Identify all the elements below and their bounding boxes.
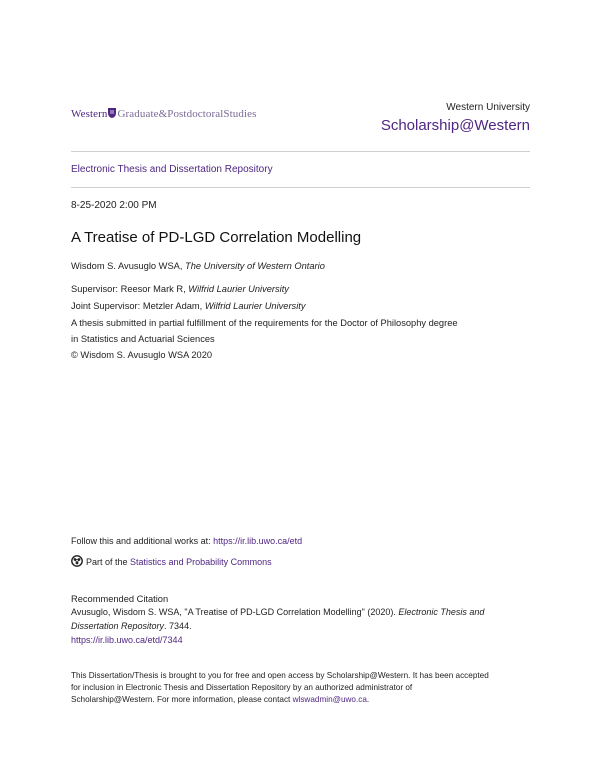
citation-number: . 7344.	[164, 621, 192, 631]
thesis-title: A Treatise of PD-LGD Correlation Modelling	[71, 229, 362, 246]
repository-link[interactable]: Electronic Thesis and Dissertation Repository	[71, 164, 273, 175]
citation-url-line	[71, 635, 183, 645]
shield-icon	[108, 108, 116, 121]
contact-email-link[interactable]: wlswadmin@uwo.ca	[292, 695, 367, 704]
commons-network-icon	[71, 555, 83, 569]
access-footer	[71, 670, 541, 706]
citation-text: Avusuglo, Wisdom S. WSA, "A Treatise of PD-LGD Correlation Modelling" (2020).	[71, 607, 396, 617]
follow-line	[71, 536, 302, 546]
citation-line-2	[71, 621, 192, 631]
citation-journal-cont: Dissertation Repository	[71, 621, 165, 631]
part-of-label: Part of the	[86, 557, 128, 567]
joint-supervisor-line	[71, 301, 306, 311]
thesis-statement-line-2: in Statistics and Actuarial Sciences	[71, 334, 215, 344]
logo-graduate-text: Graduate&PostdoctoralStudies	[117, 108, 257, 120]
follow-label: Follow this and additional works at:	[71, 536, 211, 546]
joint-supervisor-name: Joint Supervisor: Metzler Adam,	[71, 301, 203, 311]
footer-contact-text: Scholarship@Western. For more information, please contact	[71, 695, 291, 704]
footer-line-1: This Dissertation/Thesis is brought to you for free and open access by Scholarship@Western. It has been accepted	[71, 671, 489, 680]
statistics-commons-link[interactable]: Statistics and Probability Commons	[130, 557, 272, 567]
author-affiliation: The University of Western Ontario	[185, 261, 325, 271]
header-divider	[71, 151, 530, 152]
footer-period: .	[366, 695, 370, 704]
joint-supervisor-affiliation: Wilfrid Laurier University	[204, 301, 306, 311]
scholarship-western-link[interactable]: Scholarship@Western	[380, 117, 530, 134]
western-university-label: Western University	[446, 102, 530, 113]
footer-line-2: for inclusion in Electronic Thesis and Dissertation Repository by an authorized administrator of	[71, 683, 413, 692]
copyright-line: © Wisdom S. Avusuglo WSA 2020	[71, 350, 213, 360]
scholarship-brand	[381, 102, 530, 134]
citation-journal: Electronic Thesis and	[398, 607, 485, 617]
logo-western-text: Western	[71, 108, 108, 120]
citation-heading: Recommended Citation	[71, 594, 169, 604]
supervisor-line	[71, 284, 289, 294]
author-name: Wisdom S. Avusuglo WSA	[71, 261, 180, 271]
author-line: Wisdom S. Avusuglo WSA, The University of Western Ontario	[71, 261, 325, 271]
graduate-studies-logo[interactable]	[71, 108, 257, 121]
publication-date: 8-25-2020 2:00 PM	[71, 200, 157, 211]
part-of-line	[71, 555, 272, 569]
repository-divider	[71, 187, 530, 188]
supervisor-affiliation: Wilfrid Laurier University	[188, 284, 289, 294]
footer-line-3	[71, 694, 541, 706]
citation-line-1	[71, 607, 484, 617]
thesis-statement-line-1: A thesis submitted in partial fulfillment of the requirements for the Doctor of Philosophy degree	[71, 318, 458, 328]
citation-url-link[interactable]: https://ir.lib.uwo.ca/etd/7344	[71, 635, 183, 645]
supervisor-name: Supervisor: Reesor Mark R,	[71, 284, 186, 294]
follow-url-link[interactable]: https://ir.lib.uwo.ca/etd	[213, 536, 303, 546]
